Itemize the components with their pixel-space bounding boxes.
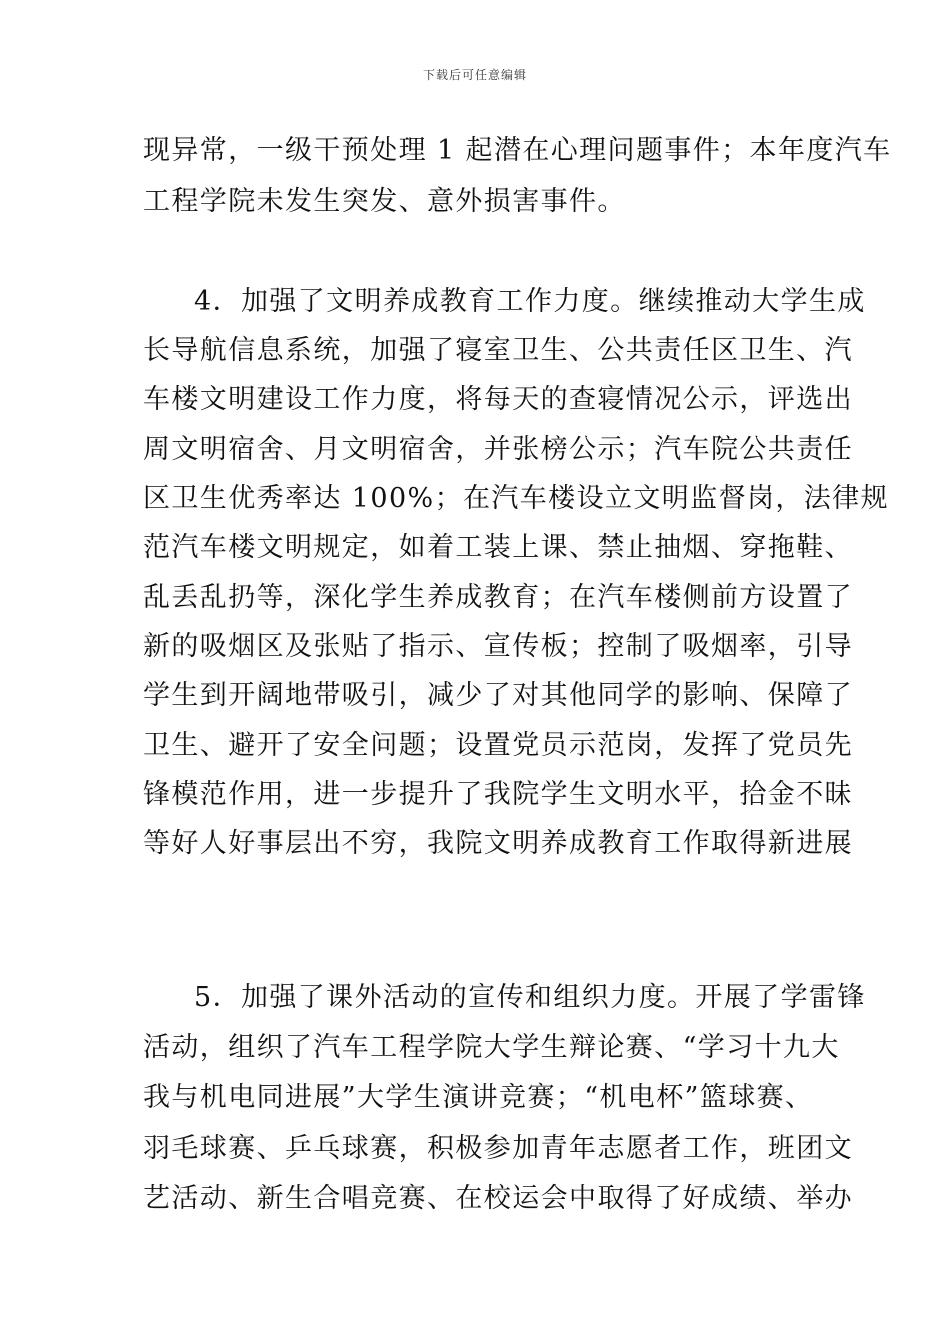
paragraph-2-line-6: 范汽车楼文明规定，如着工装上课、禁止抽烟、穿拖鞋、: [143, 532, 853, 563]
paragraph-2-line-10: 卫生、避开了安全问题；设置党员示范岗，发挥了党员先: [143, 730, 853, 761]
paragraph-1-line-1: 现异常，一级干预处理 1 起潜在心理问题事件；本年度汽车: [143, 135, 892, 166]
paragraph-2-line-8: 新的吸烟区及张贴了指示、宣传板；控制了吸烟率，引导: [143, 631, 853, 662]
paragraph-2-line-7: 乱丢乱扔等，深化学生养成教育；在汽车楼侧前方设置了: [143, 582, 853, 613]
paragraph-3-line-4: 羽毛球赛、乒乓球赛，积极参加青年志愿者工作，班团文: [143, 1133, 853, 1164]
paragraph-3-line-2: 活动，组织了汽车工程学院大学生辩论赛、“学习十九大: [143, 1032, 840, 1063]
paragraph-2-line-5: 区卫生优秀率达 100%；在汽车楼设立文明监督岗，法律规: [143, 483, 889, 514]
paragraph-2-line-9: 学生到开阔地带吸引，减少了对其他同学的影响、保障了: [143, 680, 853, 711]
paragraph-3-line-1: 5．加强了课外活动的宣传和组织力度。开展了学雷锋: [194, 982, 866, 1013]
page-header: 下载后可任意编辑: [422, 68, 527, 82]
paragraph-3-line-3: 我与机电同进展”大学生演讲竞赛；“机电杯”篮球赛、: [143, 1082, 814, 1113]
paragraph-2-line-4: 周文明宿舍、月文明宿舍，并张榜公示；汽车院公共责任: [143, 434, 853, 465]
paragraph-3-line-5: 艺活动、新生合唱竞赛、在校运会中取得了好成绩、举办: [143, 1183, 853, 1214]
paragraph-2-line-11: 锋模范作用，进一步提升了我院学生文明水平，拾金不昧: [143, 779, 853, 810]
paragraph-2-line-1: 4．加强了文明养成教育工作力度。继续推动大学生成: [194, 286, 866, 317]
paragraph-2-line-12: 等好人好事层出不穷，我院文明养成教育工作取得新进展: [143, 828, 853, 859]
paragraph-2-line-3: 车楼文明建设工作力度，将每天的查寝情况公示，评选出: [143, 384, 853, 415]
paragraph-1-line-2: 工程学院未发生突发、意外损害事件。: [143, 186, 626, 217]
paragraph-2-line-2: 长导航信息系统，加强了寝室卫生、公共责任区卫生、汽: [143, 335, 853, 366]
